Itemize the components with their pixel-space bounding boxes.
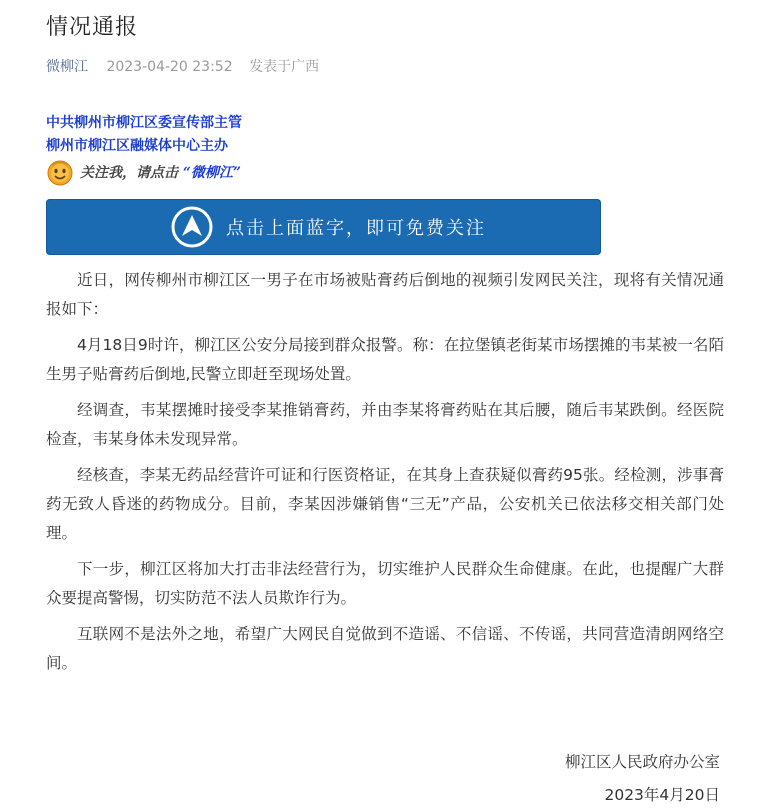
follow-prompt-text: 关注我，请点击	[80, 165, 178, 181]
article-body	[46, 266, 724, 685]
org-line-1: 中共柳州市柳江区委宣传部主管	[46, 115, 242, 131]
paragraph-closing: 互联网不是法外之地，希望广大网民自觉做到不造谣、不信谣、不传谣，共同营造清朗网络空间。	[46, 625, 724, 672]
account-name-link[interactable]: 微柳江	[46, 59, 88, 75]
follow-banner-text: 点击上面蓝字，即可免费关注	[226, 218, 486, 239]
org-line-2: 柳州市柳江区融媒体中心主办	[46, 138, 228, 154]
publish-location: 发表于广西	[249, 59, 320, 75]
paragraph-intro: 近日，网传柳州市柳江区一男子在市场被贴膏药后倒地的视频引发网民关注，现将有关情况通报如下：	[46, 271, 724, 318]
paragraph-report: 4月18日9时许，柳江区公安分局接到群众报警。称：在拉堡镇老街某市场摆摊的韦某被一名陌生男子贴膏药后倒地,民警立即赶至现场处置。	[46, 336, 724, 383]
article-title: 情况通报	[46, 15, 139, 40]
signature-issuer: 柳江区人民政府办公室	[564, 753, 720, 771]
follow-banner[interactable]	[46, 199, 601, 255]
follow-prompt	[46, 157, 241, 187]
article-meta	[46, 56, 319, 76]
publish-datetime: 2023-04-20 23:52	[106, 59, 233, 75]
navigation-arrow-icon	[170, 205, 214, 249]
smiley-icon	[46, 158, 74, 186]
signature-date: 2023年4月20日	[604, 786, 720, 804]
follow-account-name[interactable]: “微柳江”	[182, 165, 241, 181]
paragraph-investigation: 经调查，韦某摆摊时接受李某推销膏药，并由李某将膏药贴在其后腰，随后韦某跌倒。经医院检查，韦某身体未发现异常。	[46, 401, 724, 448]
paragraph-next-step: 下一步，柳江区将加大打击非法经营行为，切实维护人民群众生命健康。在此，也提醒广大群众要提高警惕，切实防范不法人员欺诈行为。	[46, 560, 724, 607]
paragraph-verification: 经核查，李某无药品经营许可证和行医资格证，在其身上查获疑似膏药95张。经检测，涉事膏药无致人昏迷的药物成分。目前，李某因涉嫌销售“三无”产品，公安机关已依法移交相关部门处理。	[46, 466, 724, 542]
